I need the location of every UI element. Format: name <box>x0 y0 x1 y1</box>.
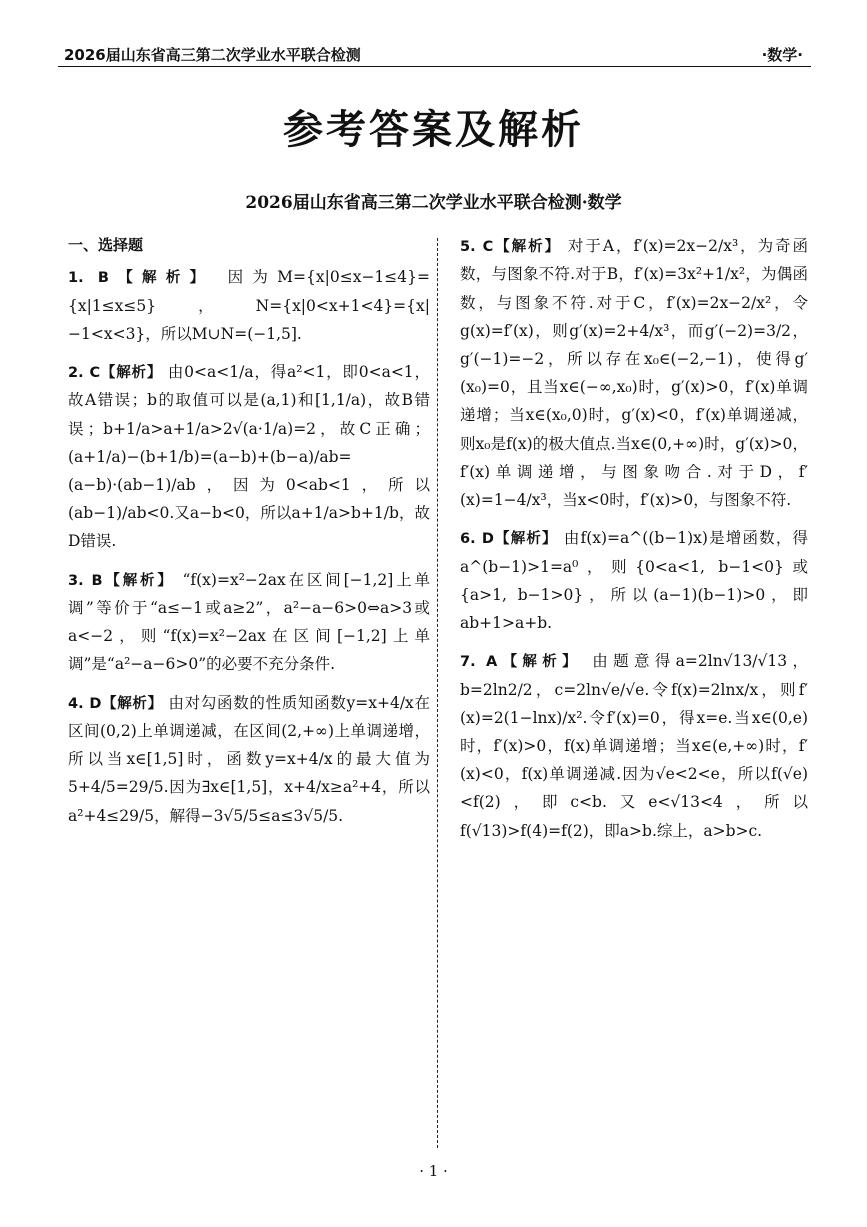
page-number: · 1 · <box>419 1162 448 1180</box>
answer-item-6 <box>460 524 808 637</box>
answer-tag: 7. A【解析】 <box>460 654 582 671</box>
answer-tag: 2. C【解析】 <box>68 365 163 382</box>
answer-tag: 1. B【解析】 <box>68 270 214 287</box>
answer-text: 由题意得a=2ln√13/√13，b=2ln2/2，c=2ln√e/√e.令f(x)=2lnx/x，则f′(x)=2(1−lnx)/x².令f′(x)=0，得x=e.当x∈(0,e)时，f′(x)>0，f(x)单调递增；当x∈(e,+∞)时，f′(x)<0，f(x)单调递减.因为√e<2<e，所以f(√e)<f(2)，即c<b.又e<√13<4，所以f(√13)>f(4)=f(2)，即a>b.综上，a>b>c. <box>460 652 808 840</box>
answer-item-1 <box>68 263 430 348</box>
column-divider <box>437 238 438 1148</box>
answer-tag: 4. D【解析】 <box>68 695 163 712</box>
answer-text: 因为M={x|0≤x−1≤4}={x|1≤x≤5}，N={x|0<x+1<4}={x|−1<x<3}，所以M∪N=(−1,5]. <box>68 268 430 343</box>
subject-label: ·数学· <box>761 46 803 64</box>
answer-tag: 3. B【解析】 <box>68 572 175 589</box>
left-column <box>68 232 430 840</box>
answer-text: 对于A，f′(x)=2x−2/x³，为奇函数，与图象不符.对于B，f′(x)=3x²+1/x²，为偶函数，与图象不符.对于C，f′(x)=2x−2/x²，令g(x)=f′(x)，则g′(x)=2+4/x³，而g′(−2)=3/2，g′(−1)=−2，所以存在x₀∈(−2,−1)，使得g′(x₀)=0，且当x∈(−∞,x₀)时，g′(x)>0，f′(x)单调递增；当x∈(x₀,0)时，g′(x)<0，f′(x)单调递减，则x₀是f(x)的极大值点.当x∈(0,+∞)时，g′(x)>0，f′(x)单调递增，与图象吻合.对于D，f′(x)=1−4/x³，当x<0时，f′(x)>0，与图象不符. <box>460 237 808 509</box>
answer-item-5 <box>460 232 808 514</box>
sub-title: 2026届山东省高三第二次学业水平联合检测·数学 <box>245 193 622 213</box>
answer-item-7 <box>460 647 808 845</box>
section-heading: 一、选择题 <box>68 236 144 254</box>
answer-text: 由0<a<1/a，得a²<1，即0<a<1，故A错误；b的取值可以是(a,1)和[1,1/a)，故B错误；b+1/a>a+1/a>2√(a·1/a)=2，故C正确；(a+1/a)−(b+1/b)=(a−b)+(b−a)/ab=(a−b)·(ab−1)/ab，因为0<ab<1，所以(ab−1)/ab<0.又a−b<0，所以a+1/a>b+1/b，故D错误. <box>68 363 430 551</box>
answer-item-4 <box>68 689 430 830</box>
answer-text: 由f(x)=a^((b−1)x)是增函数，得a^(b−1)>1=a⁰，则{0<a<1, b−1<0}或{a>1, b−1>0}，所以(a−1)(b−1)>0，即ab+1>a+b. <box>460 529 808 632</box>
answer-tag: 6. D【解析】 <box>460 531 558 548</box>
answer-text: “f(x)=x²−2ax在区间[−1,2]上单调”等价于“a≤−1或a≥2”，a²−a−6>0⇔a>3或a<−2，则“f(x)=x²−2ax在区间[−1,2]上单调”是“a²−a−6>0”的必要不充分条件. <box>68 570 430 674</box>
answer-item-3 <box>68 566 430 679</box>
exam-title: 2026届山东省高三第二次学业水平联合检测 <box>64 46 361 64</box>
answer-text: 由对勾函数的性质知函数y=x+4/x在区间(0,2)上单调递减，在区间(2,+∞)上单调递增，所以当x∈[1,5]时，函数y=x+4/x的最大值为5+4/5=29/5.因为∃x∈[1,5]，x+4/x≥a²+4，所以a²+4≤29/5，解得−3√5/5≤a≤3√5/5. <box>68 693 430 825</box>
main-title: 参考答案及解析 <box>283 107 584 153</box>
page-header <box>58 44 811 67</box>
answer-item-2 <box>68 358 430 556</box>
answer-tag: 5. C【解析】 <box>460 239 562 255</box>
right-column <box>460 232 808 855</box>
